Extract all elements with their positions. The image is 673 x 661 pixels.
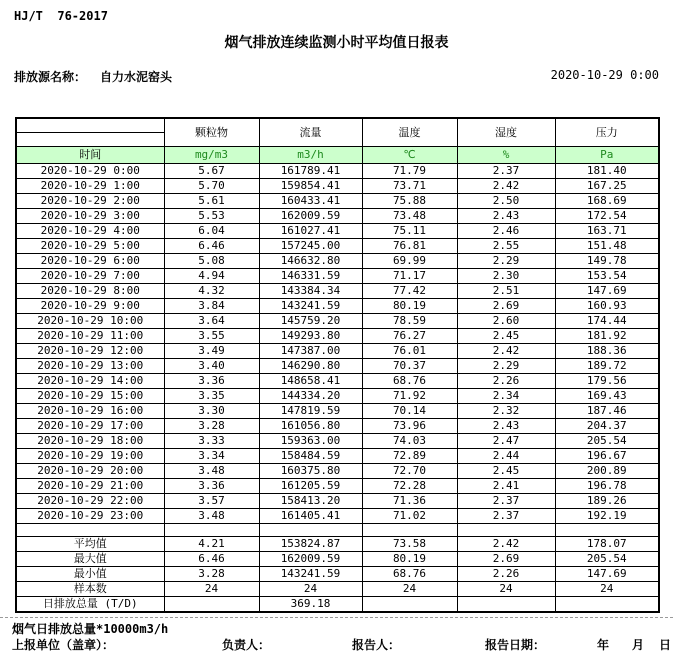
unit-pressure: Pa [555,146,659,163]
unit-temperature: ℃ [362,146,457,163]
hourly-row [16,328,659,343]
cell-value: 160375.80 [259,463,362,478]
cell-value: 147.69 [555,283,659,298]
row-label: 2020-10-29 16:00 [16,403,164,418]
cell-value: 3.84 [164,298,259,313]
hourly-row [16,268,659,283]
cell-value: 145759.20 [259,313,362,328]
cell-value: 2.37 [457,508,555,523]
cell-value: 187.46 [555,403,659,418]
cell-value: 3.57 [164,493,259,508]
row-label: 平均值 [16,536,164,551]
row-label: 2020-10-29 7:00 [16,268,164,283]
cell-value: 200.89 [555,463,659,478]
cell-value [362,596,457,612]
cell-value: 148658.41 [259,373,362,388]
cell-value: 192.19 [555,508,659,523]
hourly-row [16,283,659,298]
report-datetime: 2020-10-29 0:00 [550,68,659,82]
hourly-row [16,238,659,253]
month-label: 月 [632,638,645,652]
cell-value: 159854.41 [259,178,362,193]
row-label: 2020-10-29 5:00 [16,238,164,253]
cell-value: 189.26 [555,493,659,508]
hourly-row [16,493,659,508]
hourly-row [16,253,659,268]
cell-value: 161789.41 [259,163,362,178]
cell-value: 2.29 [457,358,555,373]
cell-value: 77.42 [362,283,457,298]
standard-number: HJ/T 76-2017 [14,9,108,23]
cell-value: 24 [164,581,259,596]
row-label: 2020-10-29 13:00 [16,358,164,373]
page-break-divider [0,617,673,618]
cell-value: 146290.80 [259,358,362,373]
hourly-row [16,433,659,448]
cell-value: 147.69 [555,566,659,581]
page-title: 烟气排放连续监测小时平均值日报表 [224,35,449,51]
cell-value: 143241.59 [259,566,362,581]
hourly-row [16,313,659,328]
responsible-label: 负责人： [222,638,271,652]
hourly-row [16,463,659,478]
row-label: 2020-10-29 22:00 [16,493,164,508]
cell-value: 73.71 [362,178,457,193]
cell-value: 70.14 [362,403,457,418]
cell-value [457,596,555,612]
row-label: 日排放总量 (T/D) [16,596,164,612]
cell-value: 181.40 [555,163,659,178]
cell-value: 159363.00 [259,433,362,448]
cell-value: 3.34 [164,448,259,463]
source-name-label: 排放源名称： [14,70,87,84]
cell-value: 146331.59 [259,268,362,283]
cell-value: 3.48 [164,463,259,478]
total-emission-note: 烟气日排放总量*10000m3/h [12,622,169,636]
cell-value: 71.92 [362,388,457,403]
cell-value: 2.69 [457,298,555,313]
cell-value: 3.36 [164,373,259,388]
cell-value: 2.37 [457,493,555,508]
cell-value: 5.70 [164,178,259,193]
cell-value: 75.11 [362,223,457,238]
cell-value: 6.46 [164,238,259,253]
hourly-row [16,478,659,493]
cell-value: 68.76 [362,566,457,581]
summary-row [16,551,659,566]
cell-value: 3.55 [164,328,259,343]
col-header-flow: 流量 [259,118,362,146]
cell-value: 147387.00 [259,343,362,358]
cell-value: 72.28 [362,478,457,493]
cell-value: 2.45 [457,463,555,478]
cell-value: 6.04 [164,223,259,238]
source-line [14,68,659,85]
hourly-row [16,418,659,433]
cell-value: 157245.00 [259,238,362,253]
cell-value: 80.19 [362,551,457,566]
cell-value: 73.96 [362,418,457,433]
reporter-label: 报告人： [352,638,401,652]
cell-value: 160.93 [555,298,659,313]
row-label: 最小值 [16,566,164,581]
cell-value: 163.71 [555,223,659,238]
unit-humidity: % [457,146,555,163]
row-label: 2020-10-29 20:00 [16,463,164,478]
cell-value: 143241.59 [259,298,362,313]
cell-value: 2.47 [457,433,555,448]
cell-value: 196.67 [555,448,659,463]
hourly-data-rows [16,163,659,523]
cell-value: 149.78 [555,253,659,268]
cell-value: 147819.59 [259,403,362,418]
cell-value: 2.44 [457,448,555,463]
cell-value: 151.48 [555,238,659,253]
row-label: 2020-10-29 3:00 [16,208,164,223]
row-label: 2020-10-29 21:00 [16,478,164,493]
cell-value: 5.61 [164,193,259,208]
cell-value: 2.51 [457,283,555,298]
hourly-row [16,178,659,193]
cell-value: 76.01 [362,343,457,358]
col-header-humidity: 湿度 [457,118,555,146]
hourly-row [16,208,659,223]
row-label: 2020-10-29 17:00 [16,418,164,433]
cell-value: 158484.59 [259,448,362,463]
row-label: 2020-10-29 15:00 [16,388,164,403]
cell-value: 162009.59 [259,551,362,566]
cell-value: 3.33 [164,433,259,448]
hourly-row [16,388,659,403]
cell-value: 4.21 [164,536,259,551]
spacer-row [16,523,659,536]
hourly-row [16,343,659,358]
cell-value: 169.43 [555,388,659,403]
unit-flow: m3/h [259,146,362,163]
row-label: 2020-10-29 11:00 [16,328,164,343]
summary-row [16,566,659,581]
cell-value: 72.89 [362,448,457,463]
cell-value: 2.55 [457,238,555,253]
cell-value: 205.54 [555,551,659,566]
cell-value: 73.48 [362,208,457,223]
cell-value: 3.28 [164,566,259,581]
cell-value: 162009.59 [259,208,362,223]
time-col-blank-bottom [16,132,164,146]
hourly-row [16,223,659,238]
summary-section [16,523,659,536]
cell-value: 3.30 [164,403,259,418]
cell-value [555,596,659,612]
cell-value: 74.03 [362,433,457,448]
row-label: 2020-10-29 1:00 [16,178,164,193]
hourly-row [16,508,659,523]
cell-value: 24 [457,581,555,596]
unit-row [16,146,659,163]
col-header-temperature: 温度 [362,118,457,146]
row-label: 2020-10-29 10:00 [16,313,164,328]
row-label: 2020-10-29 18:00 [16,433,164,448]
cell-value: 2.43 [457,208,555,223]
cell-value: 2.30 [457,268,555,283]
cell-value [164,596,259,612]
cell-value: 71.02 [362,508,457,523]
cell-value: 204.37 [555,418,659,433]
cell-value: 2.69 [457,551,555,566]
cell-value: 3.36 [164,478,259,493]
summary-rows [16,536,659,612]
cell-value: 71.17 [362,268,457,283]
cell-value: 168.69 [555,193,659,208]
cell-value: 5.53 [164,208,259,223]
report-date-label: 报告日期： [485,638,546,652]
cell-value: 3.64 [164,313,259,328]
signature-line [0,636,673,652]
cell-value: 146632.80 [259,253,362,268]
row-label: 2020-10-29 23:00 [16,508,164,523]
cell-value: 3.35 [164,388,259,403]
row-label: 最大值 [16,551,164,566]
cell-value: 3.48 [164,508,259,523]
cell-value: 71.36 [362,493,457,508]
cell-value: 73.58 [362,536,457,551]
hourly-row [16,358,659,373]
cell-value: 24 [362,581,457,596]
row-label: 2020-10-29 2:00 [16,193,164,208]
row-label: 2020-10-29 12:00 [16,343,164,358]
summary-row [16,596,659,612]
report-unit-label: 上报单位（盖章）： [12,638,115,652]
cell-value: 369.18 [259,596,362,612]
cell-value: 80.19 [362,298,457,313]
cell-value: 70.37 [362,358,457,373]
cell-value: 2.26 [457,373,555,388]
cell-value: 4.94 [164,268,259,283]
hourly-row [16,448,659,463]
cell-value: 144334.20 [259,388,362,403]
cell-value: 189.72 [555,358,659,373]
cell-value: 2.45 [457,328,555,343]
hourly-row [16,193,659,208]
row-label: 2020-10-29 4:00 [16,223,164,238]
row-label: 2020-10-29 14:00 [16,373,164,388]
cell-value: 181.92 [555,328,659,343]
summary-row [16,536,659,551]
header-row-top [16,118,659,132]
cell-value: 2.46 [457,223,555,238]
cell-value: 2.32 [457,403,555,418]
cell-value: 3.28 [164,418,259,433]
cell-value: 6.46 [164,551,259,566]
cell-value: 69.99 [362,253,457,268]
time-column-header: 时间 [16,146,164,163]
cell-value: 143384.34 [259,283,362,298]
hourly-row [16,163,659,178]
cell-value: 167.25 [555,178,659,193]
col-header-pressure: 压力 [555,118,659,146]
row-label: 2020-10-29 6:00 [16,253,164,268]
report-table [15,117,660,613]
cell-value: 78.59 [362,313,457,328]
cell-value: 24 [259,581,362,596]
row-label: 2020-10-29 0:00 [16,163,164,178]
unit-particulate: mg/m3 [164,146,259,163]
cell-value: 160433.41 [259,193,362,208]
row-label: 2020-10-29 19:00 [16,448,164,463]
cell-value: 153824.87 [259,536,362,551]
cell-value: 2.34 [457,388,555,403]
cell-value: 24 [555,581,659,596]
cell-value: 178.07 [555,536,659,551]
col-header-particulate: 颗粒物 [164,118,259,146]
row-label: 样本数 [16,581,164,596]
hourly-row [16,373,659,388]
cell-value: 72.70 [362,463,457,478]
cell-value: 161205.59 [259,478,362,493]
cell-value: 161056.80 [259,418,362,433]
cell-value: 5.67 [164,163,259,178]
cell-value: 158413.20 [259,493,362,508]
cell-value: 179.56 [555,373,659,388]
cell-value: 5.08 [164,253,259,268]
cell-value: 161405.41 [259,508,362,523]
cell-value: 161027.41 [259,223,362,238]
cell-value: 2.26 [457,566,555,581]
cell-value: 205.54 [555,433,659,448]
cell-value: 2.42 [457,178,555,193]
cell-value: 75.88 [362,193,457,208]
cell-value: 2.29 [457,253,555,268]
cell-value: 172.54 [555,208,659,223]
cell-value: 71.79 [362,163,457,178]
cell-value: 4.32 [164,283,259,298]
cell-value: 68.76 [362,373,457,388]
day-label: 日 [659,638,672,652]
cell-value: 2.43 [457,418,555,433]
hourly-row [16,403,659,418]
row-label: 2020-10-29 8:00 [16,283,164,298]
cell-value: 3.49 [164,343,259,358]
cell-value: 2.42 [457,536,555,551]
hourly-row [16,298,659,313]
cell-value: 188.36 [555,343,659,358]
cell-value: 76.27 [362,328,457,343]
row-label: 2020-10-29 9:00 [16,298,164,313]
summary-row [16,581,659,596]
cell-value: 2.50 [457,193,555,208]
cell-value: 2.37 [457,163,555,178]
cell-value: 76.81 [362,238,457,253]
cell-value: 153.54 [555,268,659,283]
cell-value: 2.41 [457,478,555,493]
cell-value: 196.78 [555,478,659,493]
source-name-value: 自力水泥窑头 [100,70,173,84]
cell-value: 174.44 [555,313,659,328]
year-label: 年 [597,638,610,652]
cell-value: 2.60 [457,313,555,328]
cell-value: 2.42 [457,343,555,358]
time-col-blank-top [16,118,164,132]
cell-value: 3.40 [164,358,259,373]
cell-value: 149293.80 [259,328,362,343]
